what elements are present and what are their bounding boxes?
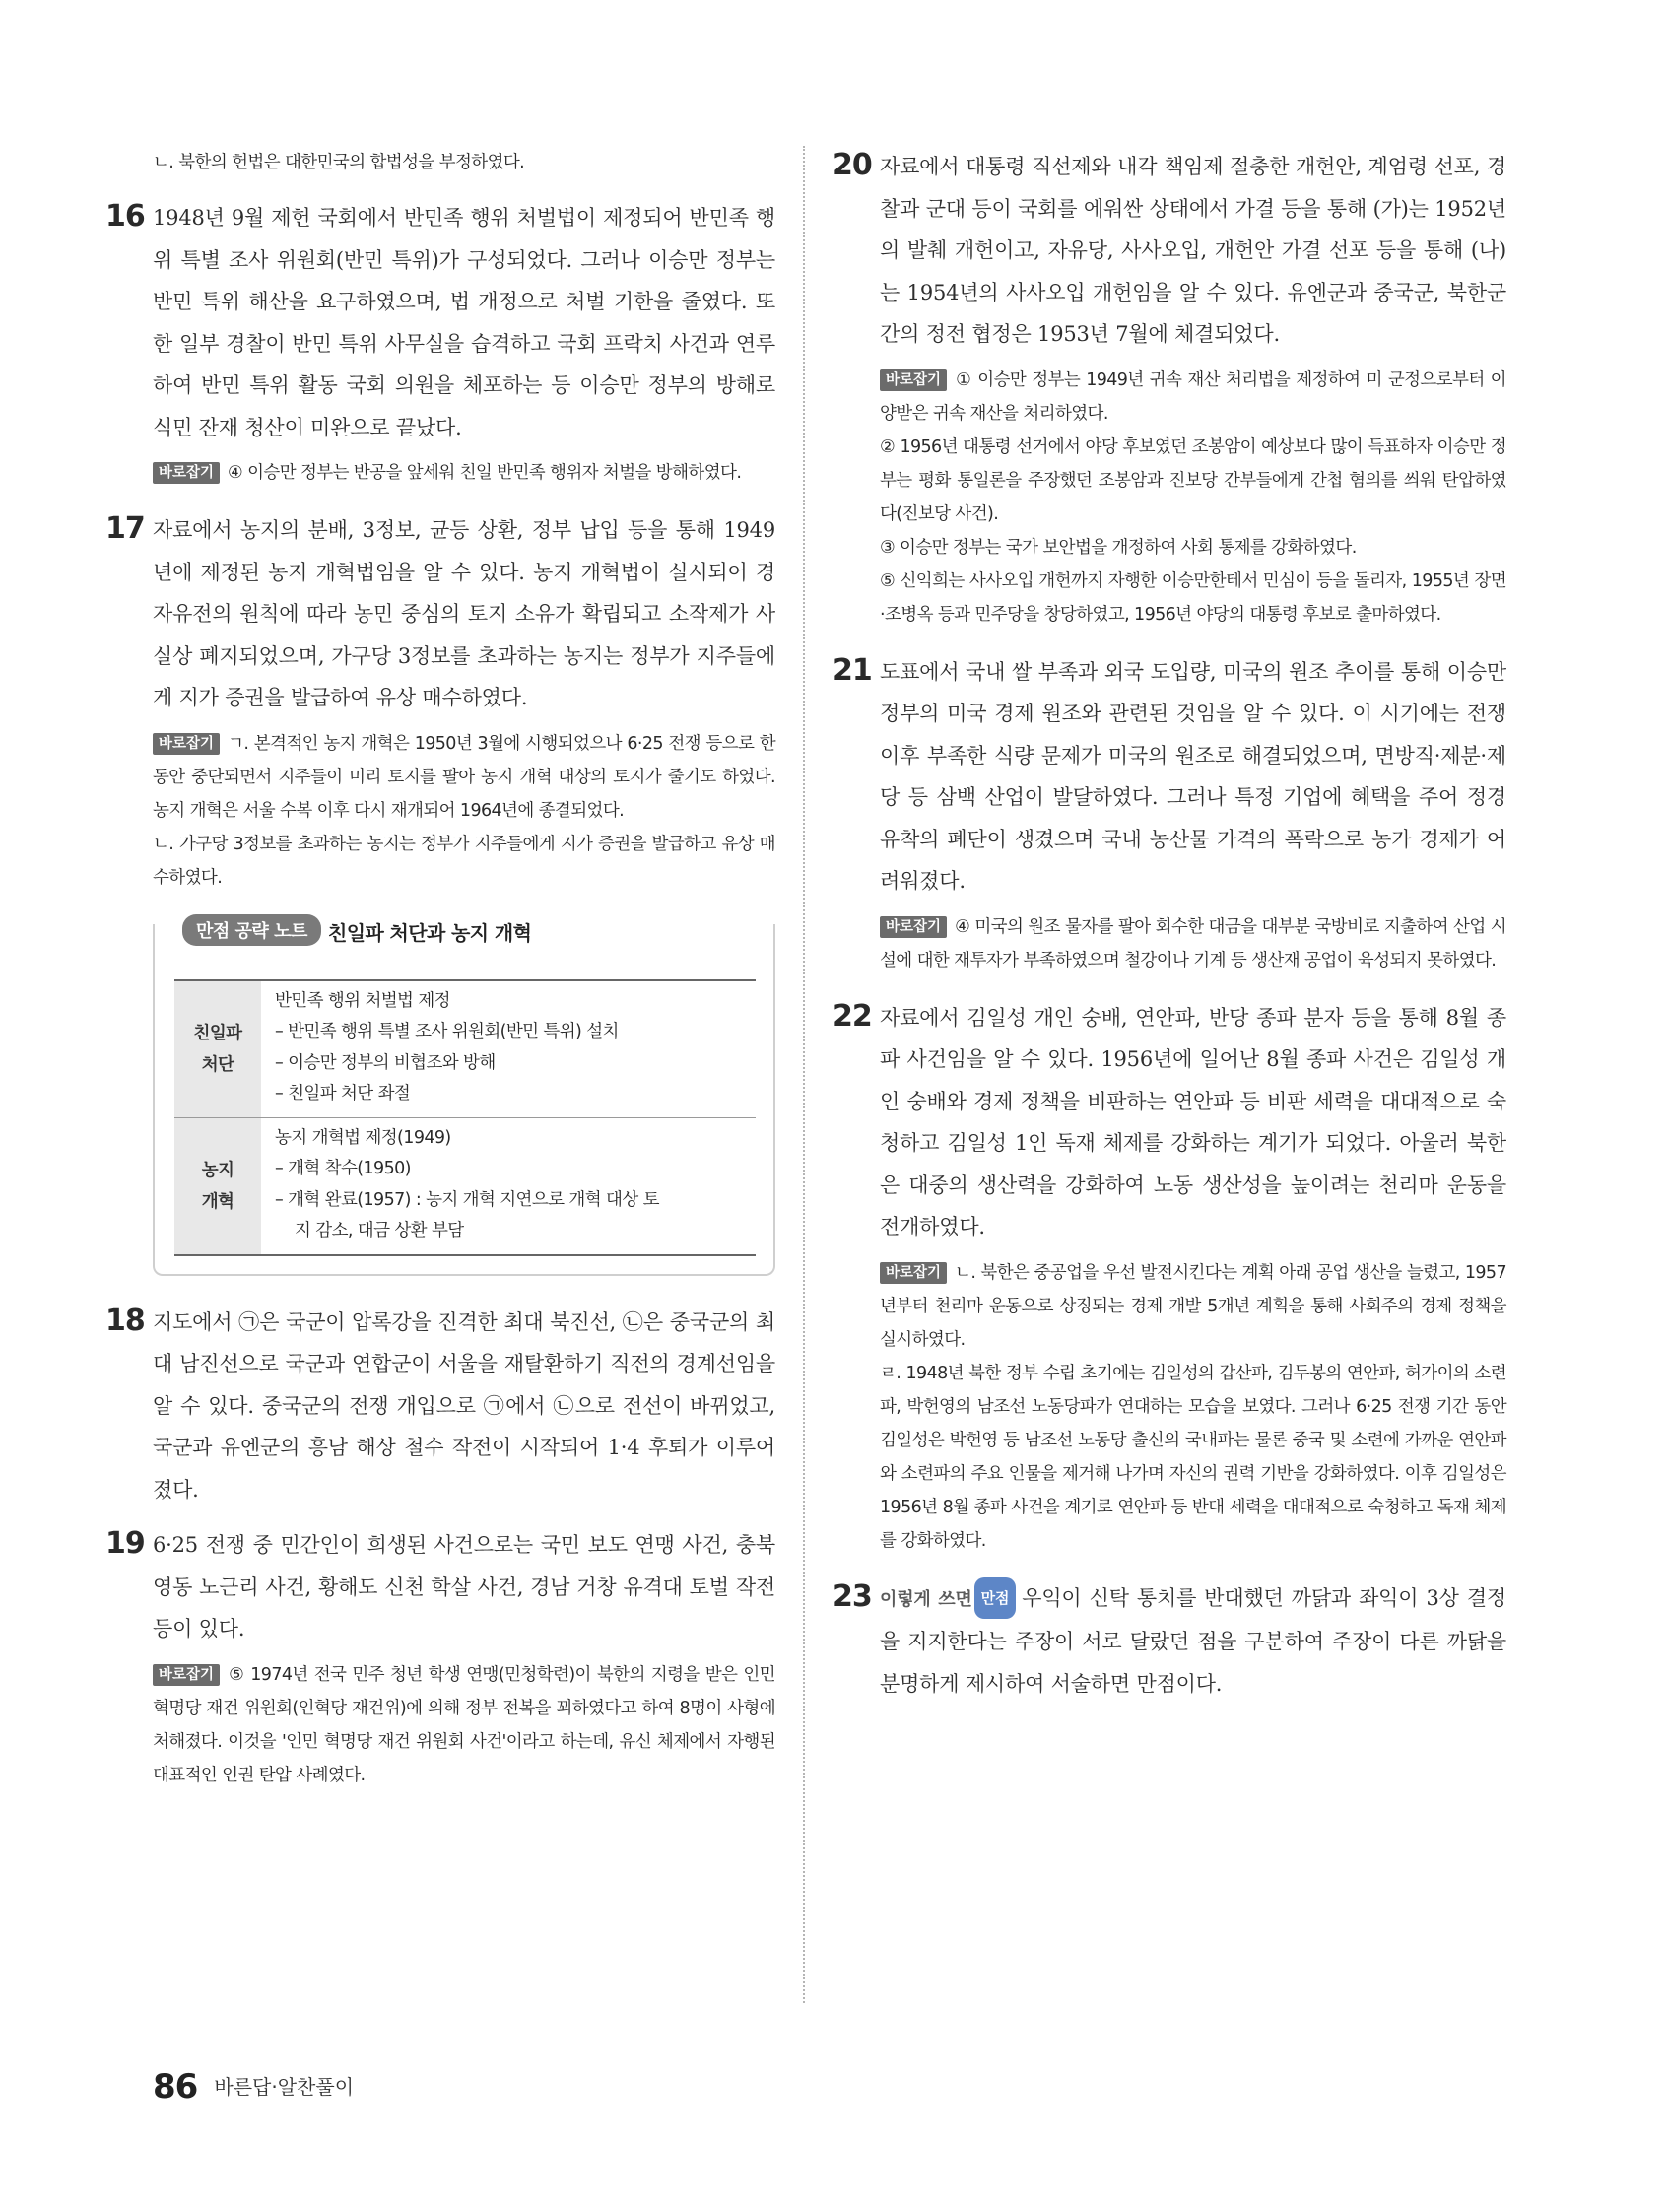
correction-text-1: ① 이승만 정부는 1949년 귀속 재산 처리법을 제정하여 미 군정으로부터 이양받은 귀속 재산을 처리하였다. [880, 369, 1506, 424]
row-content-pro-japanese: 반민족 행위 처벌법 제정 – 반민족 행위 특별 조사 위원회(반민 특위) 설치 – 이승만 정부의 비협조와 방해 – 친일파 처단 좌절 [261, 980, 756, 1118]
correction-text: ④ 미국의 원조 물자를 팔아 회수한 대금을 대부분 국방비로 지출하여 산업 시설에 대한 재투자가 부족하였으며 철강이나 기계 등 생산재 공업이 육성되지 못하였다. [880, 916, 1506, 971]
correction-text-1: ㄴ. 북한은 중공업을 우선 발전시킨다는 계획 아래 공업 생산을 늘렸고, 1957년부터 천리마 운동으로 상징되는 경제 개발 5개년 계획을 통해 사회주의 경제 정책을 실시하였다. [880, 1262, 1506, 1350]
left-column [105, 146, 775, 1792]
correction-text-2: ㄴ. 가구당 3정보를 초과하는 농지는 정부가 지주들에게 지가 증권을 발급하고 유상 매수하였다. [153, 834, 775, 888]
answer-text [880, 1577, 1506, 1706]
question-number: 20 [833, 148, 872, 182]
question-19 [105, 1524, 775, 1792]
question-17 [105, 509, 775, 895]
answer-text: 6·25 전쟁 중 민간인이 희생된 사건으로는 국민 보도 연맹 사건, 충북 영동 노근리 사건, 황해도 신천 학살 사건, 경남 거창 유격대 토벌 작전 등이 있다. [153, 1533, 775, 1641]
right-column [833, 146, 1506, 1705]
how-to-write-label: 이렇게 쓰면 [880, 1588, 972, 1610]
full-score-pill: 만점 [974, 1577, 1017, 1620]
row-head-pro-japanese: 친일파 처단 [174, 980, 261, 1118]
question-18 [105, 1302, 775, 1511]
correction-note [880, 1256, 1506, 1558]
model-answer-text: 우익이 신탁 통치를 반대했던 까닭과 좌익이 3상 결정을 지지한다는 주장이 서로 달랐던 점을 구분하여 주장이 다른 까닭을 분명하게 제시하여 서술하면 만점이다. [880, 1585, 1506, 1696]
question-number: 18 [105, 1303, 145, 1338]
question-number: 17 [105, 511, 145, 546]
correction-tag: 바로잡기 [880, 1262, 947, 1284]
question-number: 22 [833, 998, 872, 1034]
q15-note-continuation: ㄴ. 북한의 헌법은 대한민국의 합법성을 부정하였다. [153, 153, 525, 172]
correction-tag: 바로잡기 [153, 1664, 220, 1686]
correction-tag: 바로잡기 [880, 916, 947, 938]
correction-text: ⑤ 1974년 전국 민주 청년 학생 연맹(민청학련)이 북한의 지령을 받은 인민 혁명당 재건 위원회(인혁당 재건위)에 의해 정부 전복을 꾀하였다고 하여 8명이 사형에 처해졌다. 이것을 '인민 혁명당 재건 위원회 사건'이라고 하는데, 유신 체제에서 자행된 대표적인 인권 탄압 사례였다. [153, 1664, 775, 1785]
row-content-land-reform: 농지 개혁법 제정(1949) – 개혁 착수(1950) – 개혁 완료(1957) : 농지 개혁 지연으로 개혁 대상 토 지 감소, 대금 상환 부담 [261, 1117, 756, 1255]
book-section-title: 바른답·알찬풀이 [214, 2075, 355, 2099]
study-note-header [153, 920, 775, 958]
page-footer [153, 2067, 354, 2107]
question-20 [833, 146, 1506, 632]
page-number: 86 [153, 2067, 198, 2107]
study-note-title: 친일파 처단과 농지 개혁 [328, 920, 532, 945]
answer-text: 자료에서 대통령 직선제와 내각 책임제 절충한 개헌안, 계엄령 선포, 경찰과 군대 등이 국회를 에워싼 상태에서 가결 등을 통해 (가)는 1952년의 발췌 개헌이고, 자유당, 사사오입, 개헌안 가결 선포 등을 통해 (나)는 1954년의 사사오입 개헌임을 알 수 있다. 유엔군과 중국군, 북한군 간의 정전 협정은 1953년 7월에 체결되었다. [880, 155, 1506, 346]
correction-note [153, 456, 775, 490]
summary-table [174, 979, 756, 1256]
correction-note [880, 910, 1506, 977]
answer-text: 1948년 9월 제헌 국회에서 반민족 행위 처벌법이 제정되어 반민족 행위 특별 조사 위원회(반민 특위)가 구성되었다. 그러나 이승만 정부는 반민 특위 해산을 요구하였으며, 법 개정으로 처벌 기한을 줄였다. 또한 일부 경찰이 반민 특위 사무실을 습격하고 국회 프락치 사건과 연루하여 반민 특위 활동 국회 의원을 체포하는 등 이승만 정부의 방해로 식민 잔재 청산이 미완으로 끝났다. [153, 206, 775, 439]
question-number: 23 [833, 1578, 872, 1614]
question-number: 21 [833, 652, 872, 688]
answer-text: 자료에서 김일성 개인 숭배, 연안파, 반당 종파 분자 등을 통해 8월 종파 사건임을 알 수 있다. 1956년에 일어난 8월 종파 사건은 김일성 개인 숭배와 경제 정책을 비판하는 연안파 등 비판 세력을 대대적으로 숙청하고 김일성 1인 독재 체제를 강화하는 계기가 되었다. 아울러 북한은 대중의 생산력을 강화하여 노동 생산성을 높이려는 천리마 운동을 전개하였다. [880, 1005, 1506, 1239]
question-number: 16 [105, 199, 145, 234]
answer-text: 자료에서 농지의 분배, 3정보, 균등 상환, 정부 납입 등을 통해 1949년에 제정된 농지 개혁법임을 알 수 있다. 농지 개혁법이 실시되어 경자유전의 원칙에 따라 농민 중심의 토지 소유가 확립되고 소작제가 사실상 폐지되었으며, 가구당 3정보를 초과하는 농지는 정부가 지주들에게 지가 증권을 발급하여 유상 매수하였다. [153, 518, 775, 709]
correction-tag: 바로잡기 [880, 369, 947, 391]
question-23 [833, 1577, 1506, 1706]
study-note-box [153, 920, 775, 1276]
correction-note [153, 727, 775, 895]
correction-text-2: ② 1956년 대통령 선거에서 야당 후보였던 조봉암이 예상보다 많이 득표하자 이승만 정부는 평화 통일론을 주장했던 조봉암과 진보당 간부들에게 간첩 혐의를 씌워 탄압하였다(진보당 사건). [880, 436, 1506, 524]
question-16 [105, 197, 775, 490]
correction-text-1: ㄱ. 본격적인 농지 개혁은 1950년 3월에 시행되었으나 6·25 전쟁 등으로 한동안 중단되면서 지주들이 미리 토지를 팔아 농지 개혁 대상의 토지가 줄기도 하였다. 농지 개혁은 서울 수복 이후 다시 재개되어 1964년에 종결되었다. [153, 733, 775, 821]
question-number: 19 [105, 1526, 145, 1561]
correction-text-2: ㄹ. 1948년 북한 정부 수립 초기에는 김일성의 갑산파, 김두봉의 연안파, 허가이의 소련파, 박헌영의 남조선 노동당파가 연대하는 모습을 보였다. 그러나 6·25 전쟁 기간 동안 김일성은 박헌영 등 남조선 노동당 출신의 국내파는 물론 중국 및 소련에 가까운 연안파와 소련파의 주요 인물을 제거해 나가며 자신의 권력 기반을 강화하였다. 이후 김일성은 1956년 8월 종파 사건을 계기로 연안파 등 반대 세력을 대대적으로 숙청하고 독재 체제를 강화하였다. [880, 1363, 1506, 1551]
correction-note [153, 1658, 775, 1792]
question-21 [833, 651, 1506, 977]
correction-text: ④ 이승만 정부는 반공을 앞세워 친일 반민족 행위자 처벌을 방해하였다. [228, 463, 742, 483]
correction-note [880, 364, 1506, 632]
question-22 [833, 997, 1506, 1558]
study-note-pill: 만점 공략 노트 [182, 914, 321, 946]
correction-text-3: ③ 이승만 정부는 국가 보안법을 개정하여 사회 통제를 강화하였다. [880, 537, 1357, 558]
row-head-land-reform: 농지 개혁 [174, 1117, 261, 1255]
column-divider [803, 146, 805, 2003]
answer-text: 도표에서 국내 쌀 부족과 외국 도입량, 미국의 원조 추이를 통해 이승만 정부의 미국 경제 원조와 관련된 것임을 알 수 있다. 이 시기에는 전쟁 이후 부족한 식량 문제가 미국의 원조로 해결되었으며, 면방직·제분·제당 등 삼백 산업이 발달하였다. 그러나 특정 기업에 혜택을 주어 정경 유착의 폐단이 생겼으며 국내 농산물 가격의 폭락으로 농가 경제가 어려워졌다. [880, 659, 1506, 893]
answer-text: 지도에서 ㉠은 국군이 압록강을 진격한 최대 북진선, ㉡은 중국군의 최대 남진선으로 국군과 연합군이 서울을 재탈환하기 직전의 경계선임을 알 수 있다. 중국군의 전쟁 개입으로 ㉠에서 ㉡으로 전선이 바뀌었고, 국군과 유엔군의 흥남 해상 철수 작전이 시작되어 1·4 후퇴가 이루어졌다. [153, 1309, 775, 1502]
correction-text-4: ⑤ 신익희는 사사오입 개헌까지 자행한 이승만한테서 민심이 등을 돌리자, 1955년 장면·조병옥 등과 민주당을 창당하였고, 1956년 야당의 대통령 후보로 출마하였다. [880, 570, 1506, 625]
correction-tag: 바로잡기 [153, 733, 220, 755]
correction-tag: 바로잡기 [153, 462, 220, 484]
